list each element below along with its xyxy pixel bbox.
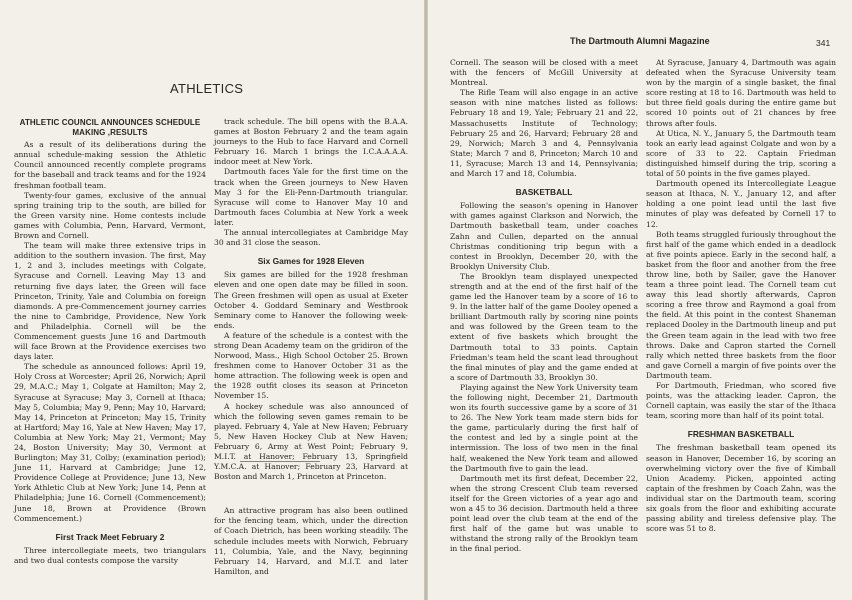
paragraph: Following the season's opening in Hanover with games against Clarkson and Norwich, the Dartmouth basketball team, under coaches Zahn and Cullen, departed on the annual Christmas conditioning trip begun with a contest in Brooklyn, December 20, with the Brooklyn University Club. — [450, 201, 638, 271]
paragraph: Six games are billed for the 1928 freshman eleven and one open date may be filled in soon. The Green freshmen will open as usual at Exeter October 4. Goddard Seminary and Westbrook Seminary come to Hanover the following week-ends. — [214, 270, 408, 330]
paragraph: A hockey schedule was also announced of which the following seven games remain to be played. February 4, Yale at New Haven; February 5, New Haven Hockey Club at New Haven; February 6, Army at West Point; February 9, M.I.T. at Hanover; February 13, Springfield Y.M.C.A. at Hanover; February 23, Harvard at Boston and March 1, Princeton at Princeton. — [214, 401, 408, 482]
paragraph: At Utica, N. Y., January 5, the Dartmouth team took an early lead against Colgate and won by a score of 33 to 22. Captain Friedman distinguished himself during the trip, scoring a total of 50 points in the five games played. — [646, 128, 836, 179]
right-page — [428, 0, 852, 600]
council-heading: ATHLETIC COUNCIL ANNOUNCES SCHEDULE MAKING ,RESULTS — [19, 118, 201, 138]
paragraph: Playing against the New York University team the following night, December 21, Dartmouth won its fourth successive game by a score of 31 to 26. The New York team made stern bids for the game, particularly during the first half of the contest and led by a single point at the intermission. The loss of two men in the final half, weakened the New York team and allowed the Dartmouth five to gain the lead. — [450, 382, 638, 473]
section-divider — [240, 461, 320, 462]
basketball-heading: BASKETBALL — [515, 187, 573, 198]
right-column-2 — [646, 58, 836, 534]
paragraph: Both teams struggled furiously throughout the first half of the game which ended in a deadlock at five points apiece. Early in the second half, a basket from the floor and another from the free throw line, both by Sailer, gave the Hanover team a three point lead. The Cornell team cut away this lead shortly afterwards, Capron scoring a free throw and Raymond a goal from the field. At this point in the contest Shaneman replaced Dooley in the Dartmouth lineup and put the Green team again in the lead with two free throws. Dake and Capron started the Cornell rally which netted three baskets from the floor and gave Cornell a margin of five points over the Dartmouth team. — [646, 229, 836, 380]
football-subheading: Six Games for 1928 Eleven — [257, 256, 365, 267]
paragraph: A feature of the schedule is a contest with the strong Dean Academy team on the gridiron of the Norwood, Mass., High School October 25. Brown freshmen come to Hanover October 31 as the home attraction. The following week is open and the 1928 outfit closes its season at Princeton November 15. — [214, 330, 408, 401]
left-column-1 — [14, 114, 206, 566]
paragraph: The annual intercollegiates at Cambridge May 30 and 31 close the season. — [214, 228, 408, 248]
freshman-basketball-heading: FRESHMAN BASKETBALL — [687, 429, 795, 440]
paragraph: For Dartmouth, Friedman, who scored five points, was the attacking leader. Capron, the Cornell captain, was easily the star of the Ithaca team, scoring more than half of its point total. — [646, 381, 836, 421]
paragraph: Dartmouth opened its Intercollegiate League season at Ithaca, N. Y., January 12, and after holding a one point lead until the last five minutes of play was defeated by Cornell 17 to 12. — [646, 179, 836, 229]
right-column-1 — [450, 58, 638, 555]
paragraph: Dartmouth faces Yale for the first time on the track when the Green journeys to New Haven May 3 for the Eli-Penn-Dartmouth triangular. Syracuse will come to Hanover May 10 and Dartmouth faces Columbia at New York a week later. — [214, 167, 408, 227]
paragraph: An attractive program has also been outlined for the fencing team, which, under the direction of Coach Dietrich, has been working steadily. The schedule includes meets with Norwich, February 11, Columbia, Yale, and the Navy, beginning February 14, Harvard, and M.I.T. and later Hamilton, and — [214, 506, 408, 576]
paragraph: The Rifle Team will also engage in an active season with nine matches listed as follows: February 18 and 19, Yale; February 21 and 22, Massachusetts Institute of Technology; February 25 and 26, Harvard; February 28 and 29, Norwich; March 3 and 4, Pennsylvania State; March 7 and 8, Princeton; March 10 and 11, Syracuse; March 13 and 14, Pennsylvania; and March 17 and 18, Columbia. — [450, 88, 638, 179]
paragraph: As a result of its deliberations during the annual schedule-making session the Athletic Council announced recently complete programs for the baseball and track teams and for the 1924 freshman football team. — [14, 140, 206, 190]
paragraph: The schedule as announced follows: April 19, Holy Cross at Worcester; April 26, Norwich; April 29, M.A.C.; May 1, Colgate at Hamilton; May 2, Syracuse at Syracuse; May 3, Cornell at Ithaca; May 5, Columbia; May 9, Penn; May 10, Harvard; May 14, Princeton at Princeton; May 15, Trinity at Hartford; May 16, Yale at New Haven; May 17, Columbia at New York; May 21, Vermont; May 24, Boston University; May 30, Vermont at Burlington; May 31, Colby; (examination period); June 11, Harvard at Cambridge; June 12, Providence College at Providence; June 13, New York Athletic Club at New York; June 14, Penn at Philadelphia; June 16. Cornell (Commencement); June 18, Brown at Providence (Brown Commencement.) — [14, 362, 206, 523]
page-number: 341 — [816, 38, 831, 48]
paragraph: The Brooklyn team displayed unexpected strength and at the end of the first half of the game led the Hanover team by a score of 16 to 9. In the latter half of the game Dooley opened a brilliant Dartmouth rally by scoring nine points and was followed by the Green team to the extent of five baskets which brought the Dartmouth total to 33 points. Captain Friedman's team held the scant lead throughout the final minutes of play and the game ended at a score of Dartmouth 33, Brooklyn 30. — [450, 271, 638, 382]
track-subheading: First Track Meet February 2 — [55, 531, 165, 542]
paragraph: track schedule. The bill opens with the B.A.A. games at Boston February 2 and the team again journeys to the Hub to face Harvard and Cornell February 16. March 1 brings the I.C.A.A.A.A. indoor meet at New York. — [214, 117, 408, 167]
left-page — [0, 0, 424, 600]
paragraph: Cornell. The season will be closed with a meet with the fencers of McGill University at Montreal. — [450, 58, 638, 88]
paragraph: Dartmouth met its first defeat, December 22, when the strong Crescent Club team reversed itself for the Green victories of a year ago and won a 45 to 36 decision. Dartmouth held a three point lead over the club team at the end of the first half of the game but was unable to withstand the strong rally of the Brooklyn team in the final period. — [450, 473, 638, 554]
paragraph: At Syracuse, January 4, Dartmouth was again defeated when the Syracuse University team won by the margin of a single basket, the final score resting at 18 to 16. Dartmouth was held to but three field goals during the entire game but scored 10 points out of 21 chances by free throws after fouls. — [646, 58, 836, 128]
section-title: ATHLETICS — [170, 81, 244, 96]
paragraph: The freshman basketball team opened its season in Hanover, December 16, by scoring an overwhelming victory over the five of Kimball Union Academy. Picken, appointed acting captain of the freshmen by Coach Zahn, was the individual star on the Dartmouth team, scoring six goals from the floor and exhibiting accurate passing ability and tireless defensive play. The score was 51 to 8. — [646, 443, 836, 534]
paragraph: Twenty-four games, exclusive of the annual spring training trip to the south, are billed for the Green varsity nine. Home contests include games with Columbia, Penn, Harvard, Vermont, Brown and Cornell. — [14, 190, 206, 241]
running-head: The Dartmouth Alumni Magazine — [570, 36, 710, 46]
paragraph: The team will make three extensive trips in addition to the southern invasion. The first, May 1, 2 and 3, includes meetings with Colgate, Syracuse and Cornell. Leaving May 13 and returning five days later, the Green will face Princeton, Trinity, Yale and Columbia on foreign diamonds. A pre-Commencement journey carries the nine to Cambridge, Providence, New York and Philadelphia. Cornell will be the Commencement guests June 16 and Dartmouth will face Brown at the Providence exercises two days later. — [14, 241, 206, 362]
left-column-2 — [214, 117, 408, 577]
paragraph: Three intercollegiate meets, two triangulars and two dual contests compose the varsity — [14, 545, 206, 565]
